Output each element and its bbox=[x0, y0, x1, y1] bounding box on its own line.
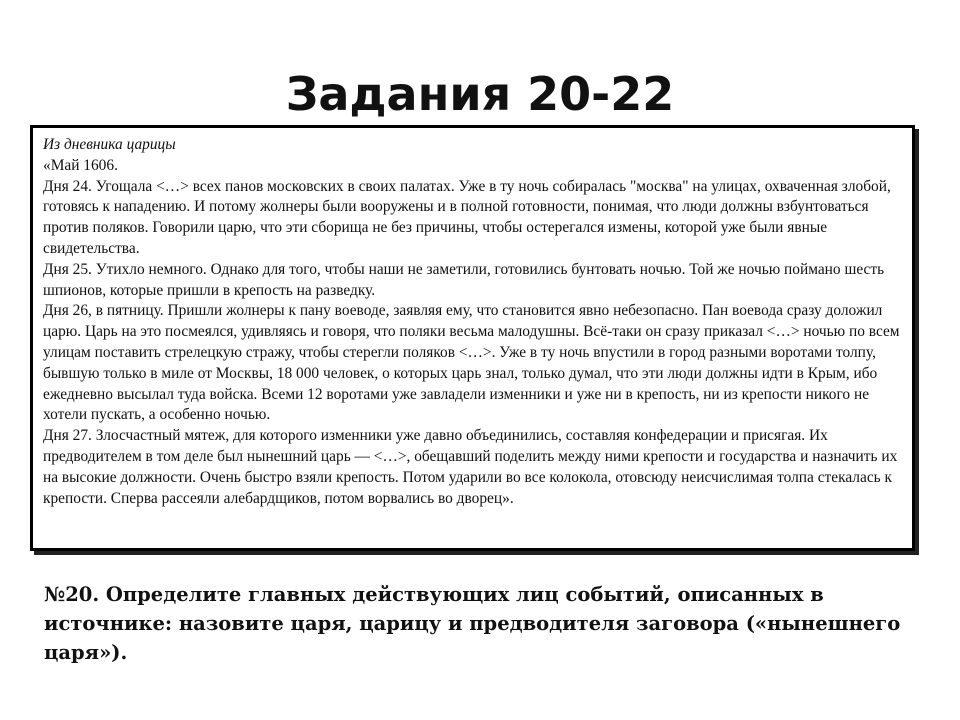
task-question: №20. Определите главных действующих лиц событий, описанных в источнике: назовите царя, царицу и предводителя заговора («нынешнего царя»). bbox=[44, 583, 901, 664]
diary-entry-day-24: Дня 24. Угощала <…> всех панов московских в своих палатах. Уже в ту ночь собиралась "москва" на улицах, охваченная злобой, готовясь к нападению. И потому жолнеры были вооружены и в полной готовности, понимая, что люди должны взбунтоваться против поляков. Говорили царю, что эти сборища не без причины, чтобы остерегался измены, которой уже были явные свидетельства. bbox=[43, 177, 891, 257]
source-excerpt-box bbox=[30, 125, 915, 551]
diary-date-line: «Май 1606. bbox=[43, 156, 118, 174]
slide-title: Задания 20-22 bbox=[285, 67, 675, 121]
source-heading: Из дневника царицы bbox=[43, 136, 176, 153]
diary-entry-day-26: Дня 26, в пятницу. Пришли жолнеры к пану воеводе, заявляя ему, что становится явно небезопасно. Пан воевода сразу доложил царю. Царь на это посмеялся, удивляясь и говоря, что поляки весьма малодушны. Всё-таки он сразу приказал <…> ночью по всем улицам поставить стрелецкую стражу, чтобы стерегли поляков <…>. Уже в ту ночь впустили в город разными воротами толпу, бывшую только в миле от Москвы, 18 000 человек, о которых царь знал, только думал, что эти люди должны идти в Крым, ибо ежедневно высылал туда войска. Всеми 12 воротами уже завладели изменники и уже ни в крепость, ни из крепости никого не хотели пускать, а особенно ночью. bbox=[43, 302, 900, 424]
source-text bbox=[43, 135, 902, 509]
diary-entry-day-27: Дня 27. Злосчастный мятеж, для которого изменники уже давно объединились, составляя конфедерации и присягая. Их предводителем в том деле был нынешний царь –– <…>, обещавший поделить между ними крепости и государства и назначить их на высокие должности. Очень быстро взяли крепость. Потом ударили во все колокола, отовсюду неисчислимая толпа стекалась к крепости. Сперва рассеяли алебардщиков, потом ворвались во дворец». bbox=[43, 427, 898, 507]
diary-entry-day-25: Дня 25. Утихло немного. Однако для того, чтобы наши не заметили, готовились бунтовать ночью. Той же ночью поймано шесть шпионов, которые пришли в крепость на разведку. bbox=[43, 260, 885, 299]
